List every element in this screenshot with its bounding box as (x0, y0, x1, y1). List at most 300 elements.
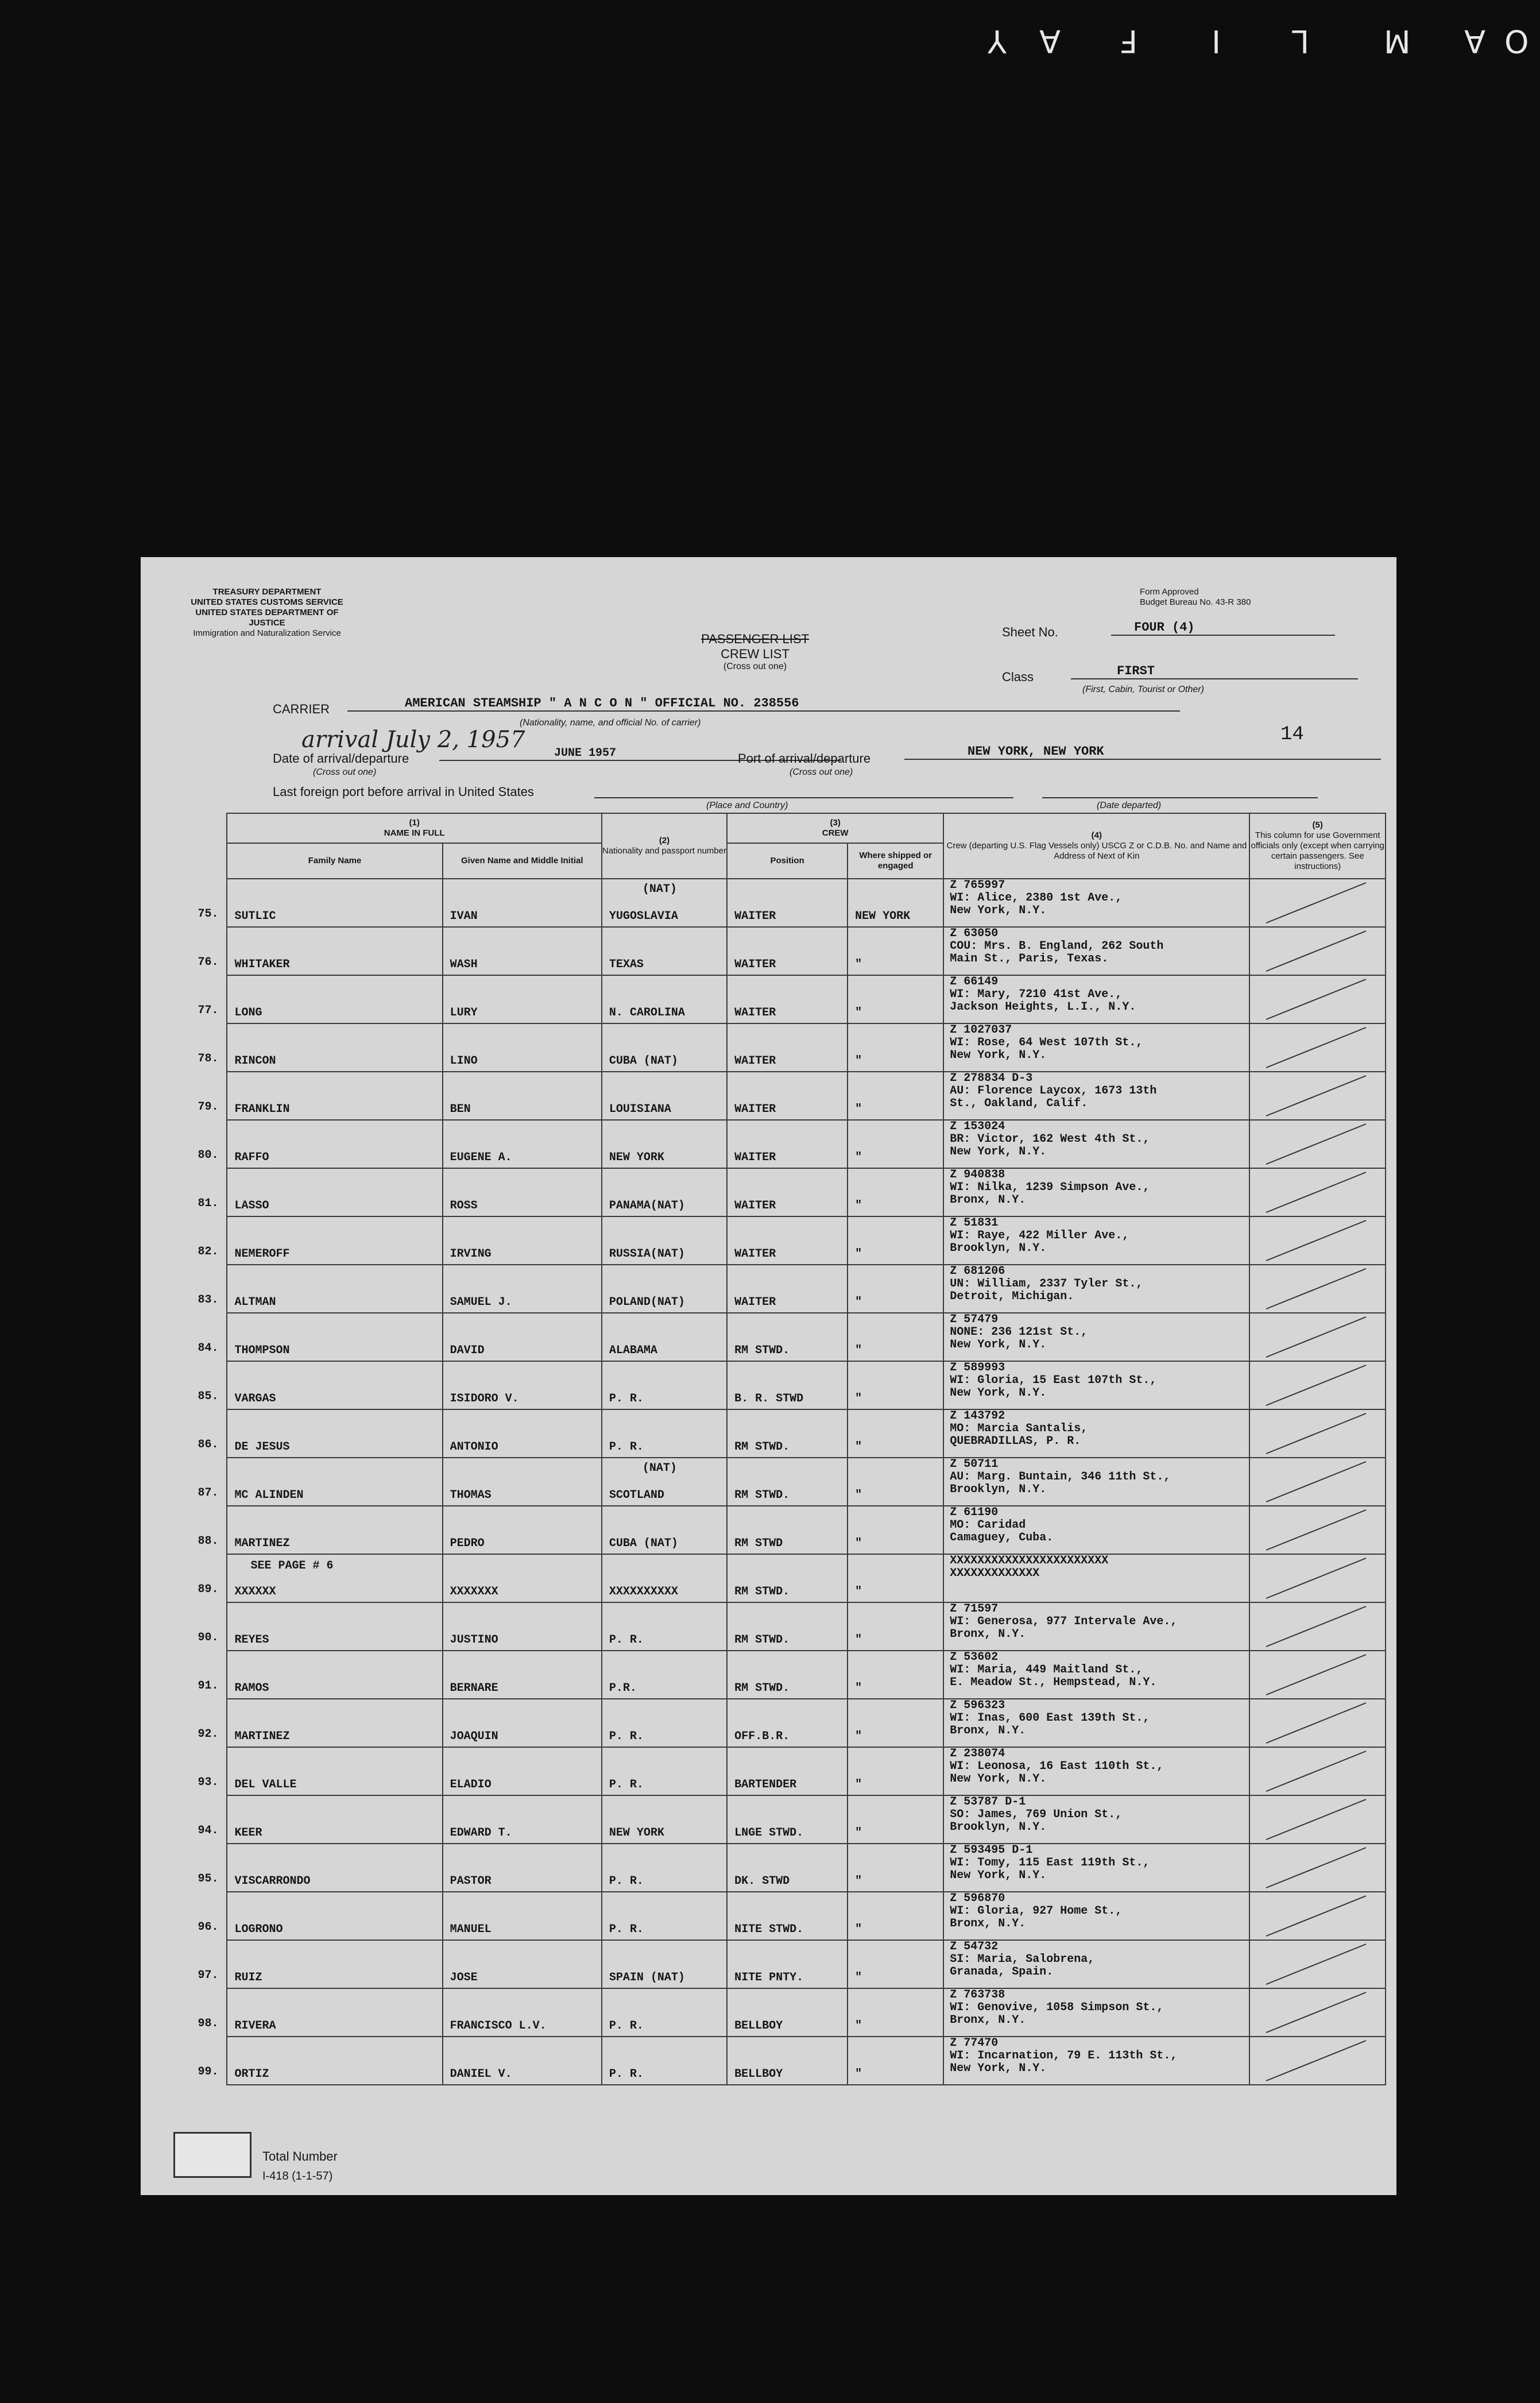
given-name: DAVID (450, 1344, 485, 1357)
family-name: XXXXXX (234, 1585, 276, 1598)
list-title-block (669, 632, 841, 672)
check-slash-mark (1262, 1941, 1371, 1988)
class-value: FIRST (1071, 664, 1358, 679)
check-slash-mark (1262, 1651, 1371, 1698)
film-mark: F (1120, 23, 1138, 59)
family-name: ALTMAN (234, 1296, 276, 1309)
given-name: EDWARD T. (450, 1826, 512, 1840)
family-name: RUIZ (234, 1971, 262, 1984)
given-name: ANTONIO (450, 1440, 498, 1454)
col3-header: (3) CREW (727, 813, 943, 843)
nationality-note: (NAT) (642, 1462, 677, 1475)
col1-header: (1) NAME IN FULL (227, 813, 601, 843)
row-number: 94. (198, 1824, 219, 1837)
table-row (183, 1458, 1386, 1506)
family-name: DEL VALLE (234, 1778, 297, 1791)
given-name: THOMAS (450, 1489, 492, 1502)
family-name: VARGAS (234, 1392, 276, 1405)
check-slash-mark (1262, 976, 1371, 1023)
nationality: CUBA (NAT) (609, 1054, 678, 1068)
next-of-kin: Z 71597 WI: Generosa, 977 Intervale Ave., Bronx, N.Y. (950, 1602, 1178, 1641)
crew-list-title: CREW LIST (721, 647, 790, 661)
port-label: Port of arrival/departure (738, 751, 871, 766)
shipped-at: " (855, 2019, 862, 2033)
table-row (183, 1988, 1386, 2037)
family-name: KEER (234, 1826, 262, 1840)
next-of-kin: Z 50711 AU: Marg. Buntain, 346 11th St., Brooklyn, N.Y. (950, 1458, 1171, 1496)
next-of-kin: Z 589993 WI: Gloria, 15 East 107th St., New York, N.Y. (950, 1361, 1157, 1400)
next-of-kin: Z 77470 WI: Incarnation, 79 E. 113th St., New York, N.Y. (950, 2037, 1178, 2075)
total-number-label: Total Number (262, 2149, 338, 2164)
next-of-kin: Z 278834 D-3 AU: Florence Laycox, 1673 13th St., Oakland, Calif. (950, 1072, 1157, 1110)
check-slash-mark (1262, 1121, 1371, 1168)
family-name: RIVERA (234, 2019, 276, 2033)
given-name: MANUEL (450, 1923, 492, 1936)
date-departed-line (1042, 797, 1318, 798)
family-name-header: Family Name (227, 843, 442, 879)
next-of-kin: Z 596870 WI: Gloria, 927 Home St., Bronx, N.Y. (950, 1892, 1123, 1930)
shipped-at: " (855, 1344, 862, 1357)
shipped-at: " (855, 958, 862, 971)
position: NITE PNTY. (734, 1971, 804, 1984)
row-number: 95. (198, 1872, 219, 1886)
family-name: NEMEROFF (234, 1247, 290, 1261)
row-number: 99. (198, 2065, 219, 2079)
place-note: (Place and Country) (706, 801, 788, 810)
check-slash-mark (1262, 1892, 1371, 1940)
position: B. R. STWD (734, 1392, 804, 1405)
class-note: (First, Cabin, Tourist or Other) (1082, 685, 1204, 694)
position: RM STWD. (734, 1344, 790, 1357)
row-number: 85. (198, 1390, 219, 1403)
check-slash-mark (1262, 1699, 1371, 1747)
check-slash-mark (1262, 1024, 1371, 1071)
check-slash-mark (1262, 1555, 1371, 1602)
check-slash-mark (1262, 1989, 1371, 2036)
given-name: LURY (450, 1006, 478, 1019)
dept-line: UNITED STATES CUSTOMS SERVICE (191, 597, 343, 607)
film-mark: Y (988, 23, 1007, 59)
nationality: LOUISIANA (609, 1103, 671, 1116)
shipped-at: " (855, 1537, 862, 1550)
position: WAITER (734, 1054, 776, 1068)
position: WAITER (734, 958, 776, 971)
table-row (183, 1506, 1386, 1554)
family-name: RAFFO (234, 1151, 269, 1164)
government-column (1250, 1121, 1385, 1168)
given-name: ISIDORO V. (450, 1392, 519, 1405)
nationality: NEW YORK (609, 1151, 664, 1164)
table-row (183, 1651, 1386, 1699)
table-row (183, 1023, 1386, 1072)
nationality: RUSSIA(NAT) (609, 1247, 685, 1261)
position: WAITER (734, 1296, 776, 1309)
date-departed-note: (Date departed) (1097, 801, 1162, 810)
table-row (183, 1940, 1386, 1988)
sheet-value: FOUR (4) (1111, 620, 1335, 636)
table-row (183, 1120, 1386, 1168)
government-column (1250, 976, 1385, 1023)
family-name: LOGRONO (234, 1923, 283, 1936)
family-name: ORTIZ (234, 2068, 269, 2081)
cross-out-note: (Cross out one) (723, 662, 787, 671)
department-block (181, 587, 353, 639)
government-column (1250, 1410, 1385, 1457)
row-number: 89. (198, 1583, 219, 1596)
next-of-kin: Z 940838 WI: Nilka, 1239 Simpson Ave., Bronx, N.Y. (950, 1168, 1150, 1207)
nationality: P. R. (609, 1633, 644, 1647)
next-of-kin: Z 54732 SI: Maria, Salobrena, Granada, Spain. (950, 1940, 1095, 1979)
check-slash-mark (1262, 1506, 1371, 1554)
position: OFF.B.R. (734, 1730, 790, 1743)
film-mark: I (1212, 23, 1221, 59)
nationality: P. R. (609, 1923, 644, 1936)
nationality: P. R. (609, 1778, 644, 1791)
next-of-kin: Z 51831 WI: Raye, 422 Miller Ave., Brooklyn, N.Y. (950, 1216, 1129, 1255)
row-number: 77. (198, 1004, 219, 1017)
shipped-at: " (855, 1778, 862, 1791)
see-page-note: SEE PAGE # 6 (250, 1559, 334, 1573)
given-name-header: Given Name and Middle Initial (443, 843, 602, 879)
position: NITE STWD. (734, 1923, 804, 1936)
family-name: VISCARRONDO (234, 1875, 311, 1888)
family-name: WHITAKER (234, 958, 290, 971)
check-slash-mark (1262, 1169, 1371, 1216)
film-mark: O (1504, 23, 1529, 59)
check-slash-mark (1262, 879, 1371, 926)
date-note: (Cross out one) (313, 767, 377, 777)
nationality: N. CAROLINA (609, 1006, 685, 1019)
given-name: WASH (450, 958, 478, 971)
next-of-kin: Z 57479 NONE: 236 121st St., New York, N.Y. (950, 1313, 1088, 1351)
shipped-at: " (855, 1392, 862, 1405)
carrier-note: (Nationality, name, and official No. of carrier) (520, 718, 701, 728)
row-number: 84. (198, 1342, 219, 1355)
government-column (1250, 1796, 1385, 1843)
total-number-box (173, 2132, 251, 2178)
next-of-kin: Z 153024 BR: Victor, 162 West 4th St., New York, N.Y. (950, 1120, 1150, 1158)
table-row (183, 1699, 1386, 1747)
check-slash-mark (1262, 1748, 1371, 1795)
dept-line: UNITED STATES DEPARTMENT OF JUSTICE (195, 608, 339, 628)
position: WAITER (734, 1151, 776, 1164)
row-number: 88. (198, 1535, 219, 1548)
nationality: XXXXXXXXXX (609, 1585, 678, 1598)
check-slash-mark (1262, 1458, 1371, 1505)
family-name: MARTINEZ (234, 1730, 290, 1743)
family-name: LASSO (234, 1199, 269, 1212)
family-name: REYES (234, 1633, 269, 1647)
family-name: MARTINEZ (234, 1537, 290, 1550)
next-of-kin: Z 238074 WI: Leonosa, 16 East 110th St., New York, N.Y. (950, 1747, 1164, 1786)
shipped-at: " (855, 1875, 862, 1888)
table-row (183, 1747, 1386, 1795)
passenger-list-title: PASSENGER LIST (701, 632, 809, 646)
nationality: CUBA (NAT) (609, 1537, 678, 1550)
next-of-kin: Z 681206 UN: William, 2337 Tyler St., Detroit, Michigan. (950, 1265, 1143, 1303)
next-of-kin: Z 53602 WI: Maria, 449 Maitland St., E. Meadow St., Hempstead, N.Y. (950, 1651, 1157, 1689)
row-number: 87. (198, 1486, 219, 1500)
given-name: PASTOR (450, 1875, 492, 1888)
shipped-header: Where shipped or engaged (848, 843, 943, 879)
form-id: I-418 (1-1-57) (262, 2170, 333, 2182)
next-of-kin: Z 596323 WI: Inas, 600 East 139th St., Bronx, N.Y. (950, 1699, 1150, 1737)
col5-header: (5) This column for use Government officials only (except when carrying certain passengers. See instructions) (1249, 813, 1386, 879)
position: RM STWD. (734, 1585, 790, 1598)
government-column (1250, 1844, 1385, 1891)
government-column (1250, 1313, 1385, 1361)
shipped-at: " (855, 2068, 862, 2081)
government-column (1250, 1651, 1385, 1698)
shipped-at: " (855, 1103, 862, 1116)
last-port-label: Last foreign port before arrival in United States (273, 785, 534, 799)
crew-list-document (141, 557, 1396, 2195)
nationality: P.R. (609, 1682, 637, 1695)
carrier-value: AMERICAN STEAMSHIP " A N C O N " OFFICIAL NO. 238556 (347, 696, 1180, 712)
position: LNGE STWD. (734, 1826, 804, 1840)
government-column (1250, 1989, 1385, 2036)
next-of-kin: Z 143792 MO: Marcia Santalis, QUEBRADILLAS, P. R. (950, 1409, 1088, 1448)
table-row (183, 1892, 1386, 1940)
table-row (183, 1554, 1386, 1602)
position: WAITER (734, 1006, 776, 1019)
given-name: IRVING (450, 1247, 492, 1261)
table-row (183, 1602, 1386, 1651)
government-column (1250, 1941, 1385, 1988)
family-name: RAMOS (234, 1682, 269, 1695)
position: BELLBOY (734, 2068, 783, 2081)
family-name: SUTLIC (234, 910, 276, 923)
table-row (183, 975, 1386, 1023)
given-name: ELADIO (450, 1778, 492, 1791)
given-name: BERNARE (450, 1682, 498, 1695)
check-slash-mark (1262, 1410, 1371, 1457)
nationality: P. R. (609, 1875, 644, 1888)
government-column (1250, 1265, 1385, 1312)
family-name: DE JESUS (234, 1440, 290, 1454)
position: RM STWD. (734, 1633, 790, 1647)
family-name: MC ALINDEN (234, 1489, 304, 1502)
nationality: P. R. (609, 1440, 644, 1454)
budget-bureau: Budget Bureau No. 43-R 380 (1140, 597, 1251, 607)
row-number: 83. (198, 1293, 219, 1307)
government-column (1250, 1024, 1385, 1071)
next-of-kin: Z 593495 D-1 WI: Tomy, 115 East 119th St., New York, N.Y. (950, 1844, 1150, 1882)
row-number: 81. (198, 1197, 219, 1210)
given-name: XXXXXXX (450, 1585, 498, 1598)
shipped-at: " (855, 1054, 862, 1068)
government-column (1250, 879, 1385, 926)
nationality: POLAND(NAT) (609, 1296, 685, 1309)
sheet-label: Sheet No. (1002, 625, 1058, 639)
col2-header: (2) Nationality and passport number (602, 813, 727, 879)
government-column (1250, 928, 1385, 975)
nationality: P. R. (609, 2019, 644, 2033)
nationality: P. R. (609, 1392, 644, 1405)
handwritten-arrival-date: arrival July 2, 1957 (301, 727, 525, 753)
shipped-at: " (855, 1633, 862, 1647)
table-row (183, 1844, 1386, 1892)
port-value: NEW YORK, NEW YORK (904, 744, 1381, 760)
table-row (183, 927, 1386, 975)
row-number: 90. (198, 1631, 219, 1644)
check-slash-mark (1262, 1265, 1371, 1312)
position: WAITER (734, 1199, 776, 1212)
nationality: SCOTLAND (609, 1489, 664, 1502)
shipped-at: " (855, 1296, 862, 1309)
position: DK. STWD (734, 1875, 790, 1888)
nationality: P. R. (609, 2068, 644, 2081)
government-column (1250, 1458, 1385, 1505)
given-name: IVAN (450, 910, 478, 923)
shipped-at: " (855, 1585, 862, 1598)
film-mark: M (1384, 23, 1411, 59)
table-row (183, 1795, 1386, 1844)
form-approved: Form Approved (1140, 587, 1199, 597)
nationality-note: (NAT) (642, 883, 677, 896)
nationality: SPAIN (NAT) (609, 1971, 685, 1984)
next-of-kin: Z 61190 MO: Caridad Camaguey, Cuba. (950, 1506, 1054, 1544)
check-slash-mark (1262, 928, 1371, 975)
row-number: 93. (198, 1776, 219, 1789)
table-row (183, 1168, 1386, 1216)
nationality: YUGOSLAVIA (609, 910, 678, 923)
position: RM STWD (734, 1537, 783, 1550)
row-number: 78. (198, 1052, 219, 1065)
government-column (1250, 1506, 1385, 1554)
next-of-kin: Z 763738 WI: Genovive, 1058 Simpson St., Bronx, N.Y. (950, 1988, 1164, 2027)
family-name: FRANKLIN (234, 1103, 290, 1116)
government-column (1250, 1748, 1385, 1795)
last-port-line (594, 797, 1013, 798)
row-number: 80. (198, 1149, 219, 1162)
given-name: SAMUEL J. (450, 1296, 512, 1309)
check-slash-mark (1262, 1844, 1371, 1891)
check-slash-mark (1262, 2037, 1371, 2084)
row-number: 98. (198, 2017, 219, 2030)
given-name: ROSS (450, 1199, 478, 1212)
row-number: 76. (198, 956, 219, 969)
government-column (1250, 1217, 1385, 1264)
table-row (183, 1072, 1386, 1120)
next-of-kin: Z 63050 COU: Mrs. B. England, 262 South Main St., Paris, Texas. (950, 927, 1164, 965)
position: BELLBOY (734, 2019, 783, 2033)
row-number: 82. (198, 1245, 219, 1258)
check-slash-mark (1262, 1362, 1371, 1409)
government-column (1250, 1362, 1385, 1409)
next-of-kin: Z 53787 D-1 SO: James, 769 Union St., Brooklyn, N.Y. (950, 1795, 1123, 1834)
film-strip-markings (988, 23, 1539, 57)
film-mark: L (1292, 23, 1310, 59)
given-name: JOSE (450, 1971, 478, 1984)
date-label: Date of arrival/departure (273, 751, 409, 766)
government-column (1250, 1555, 1385, 1602)
port-note: (Cross out one) (790, 767, 853, 777)
check-slash-mark (1262, 1072, 1371, 1119)
nationality: ALABAMA (609, 1344, 657, 1357)
government-column (1250, 1892, 1385, 1940)
government-column (1250, 1072, 1385, 1119)
position: BARTENDER (734, 1778, 797, 1791)
shipped-at: " (855, 1826, 862, 1840)
given-name: JOAQUIN (450, 1730, 498, 1743)
next-of-kin: Z 1027037 WI: Rose, 64 West 107th St., New York, N.Y. (950, 1023, 1143, 1062)
given-name: DANIEL V. (450, 2068, 512, 2081)
given-name: LINO (450, 1054, 478, 1068)
family-name: LONG (234, 1006, 262, 1019)
shipped-at: NEW YORK (855, 910, 911, 923)
government-column (1250, 1169, 1385, 1216)
position: RM STWD. (734, 1682, 790, 1695)
check-slash-mark (1262, 1603, 1371, 1650)
table-row (183, 1216, 1386, 1265)
date-value: JUNE 1957 (439, 747, 841, 761)
government-column (1250, 1603, 1385, 1650)
carrier-label: CARRIER (273, 702, 330, 716)
next-of-kin: Z 66149 WI: Mary, 7210 41st Ave., Jackson Heights, L.I., N.Y. (950, 975, 1136, 1014)
next-of-kin: Z 765997 WI: Alice, 2380 1st Ave., New York, N.Y. (950, 879, 1123, 917)
dept-line: Immigration and Naturalization Service (193, 628, 341, 638)
table-row (183, 1361, 1386, 1409)
check-slash-mark (1262, 1313, 1371, 1361)
government-column (1250, 1699, 1385, 1747)
row-number: 86. (198, 1438, 219, 1451)
col4-header: (4) Crew (departing U.S. Flag Vessels only) USCG Z or C.D.B. No. and Name and Address of Next of Kin (943, 813, 1249, 879)
next-of-kin: XXXXXXXXXXXXXXXXXXXXXXX XXXXXXXXXXXXX (950, 1554, 1109, 1580)
row-number: 97. (198, 1969, 219, 1982)
page-number: 14 (1280, 724, 1304, 745)
class-label: Class (1002, 670, 1034, 684)
table-row (183, 2037, 1386, 2085)
position: RM STWD. (734, 1440, 790, 1454)
shipped-at: " (855, 1730, 862, 1743)
nationality: NEW YORK (609, 1826, 664, 1840)
film-mark: A (1464, 23, 1485, 59)
shipped-at: " (855, 1923, 862, 1936)
row-number: 91. (198, 1679, 219, 1693)
check-slash-mark (1262, 1217, 1371, 1264)
given-name: PEDRO (450, 1537, 485, 1550)
position: WAITER (734, 1103, 776, 1116)
given-name: FRANCISCO L.V. (450, 2019, 547, 2033)
position-header: Position (727, 843, 848, 879)
row-number: 96. (198, 1921, 219, 1934)
given-name: EUGENE A. (450, 1151, 512, 1164)
nationality: TEXAS (609, 958, 644, 971)
row-number: 92. (198, 1728, 219, 1741)
position: WAITER (734, 1247, 776, 1261)
shipped-at: " (855, 1199, 862, 1212)
shipped-at: " (855, 1440, 862, 1454)
nationality: PANAMA(NAT) (609, 1199, 685, 1212)
given-name: JUSTINO (450, 1633, 498, 1647)
shipped-at: " (855, 1247, 862, 1261)
government-column (1250, 2037, 1385, 2084)
table-row (183, 1313, 1386, 1361)
shipped-at: " (855, 1489, 862, 1502)
crew-table (183, 813, 1386, 2085)
shipped-at: " (855, 1971, 862, 1984)
table-row (183, 1409, 1386, 1458)
position: RM STWD. (734, 1489, 790, 1502)
row-number: 75. (198, 907, 219, 921)
family-name: RINCON (234, 1054, 276, 1068)
table-row (183, 879, 1386, 927)
family-name: THOMPSON (234, 1344, 290, 1357)
film-mark: A (1039, 23, 1061, 59)
shipped-at: " (855, 1682, 862, 1695)
row-number: 79. (198, 1100, 219, 1114)
